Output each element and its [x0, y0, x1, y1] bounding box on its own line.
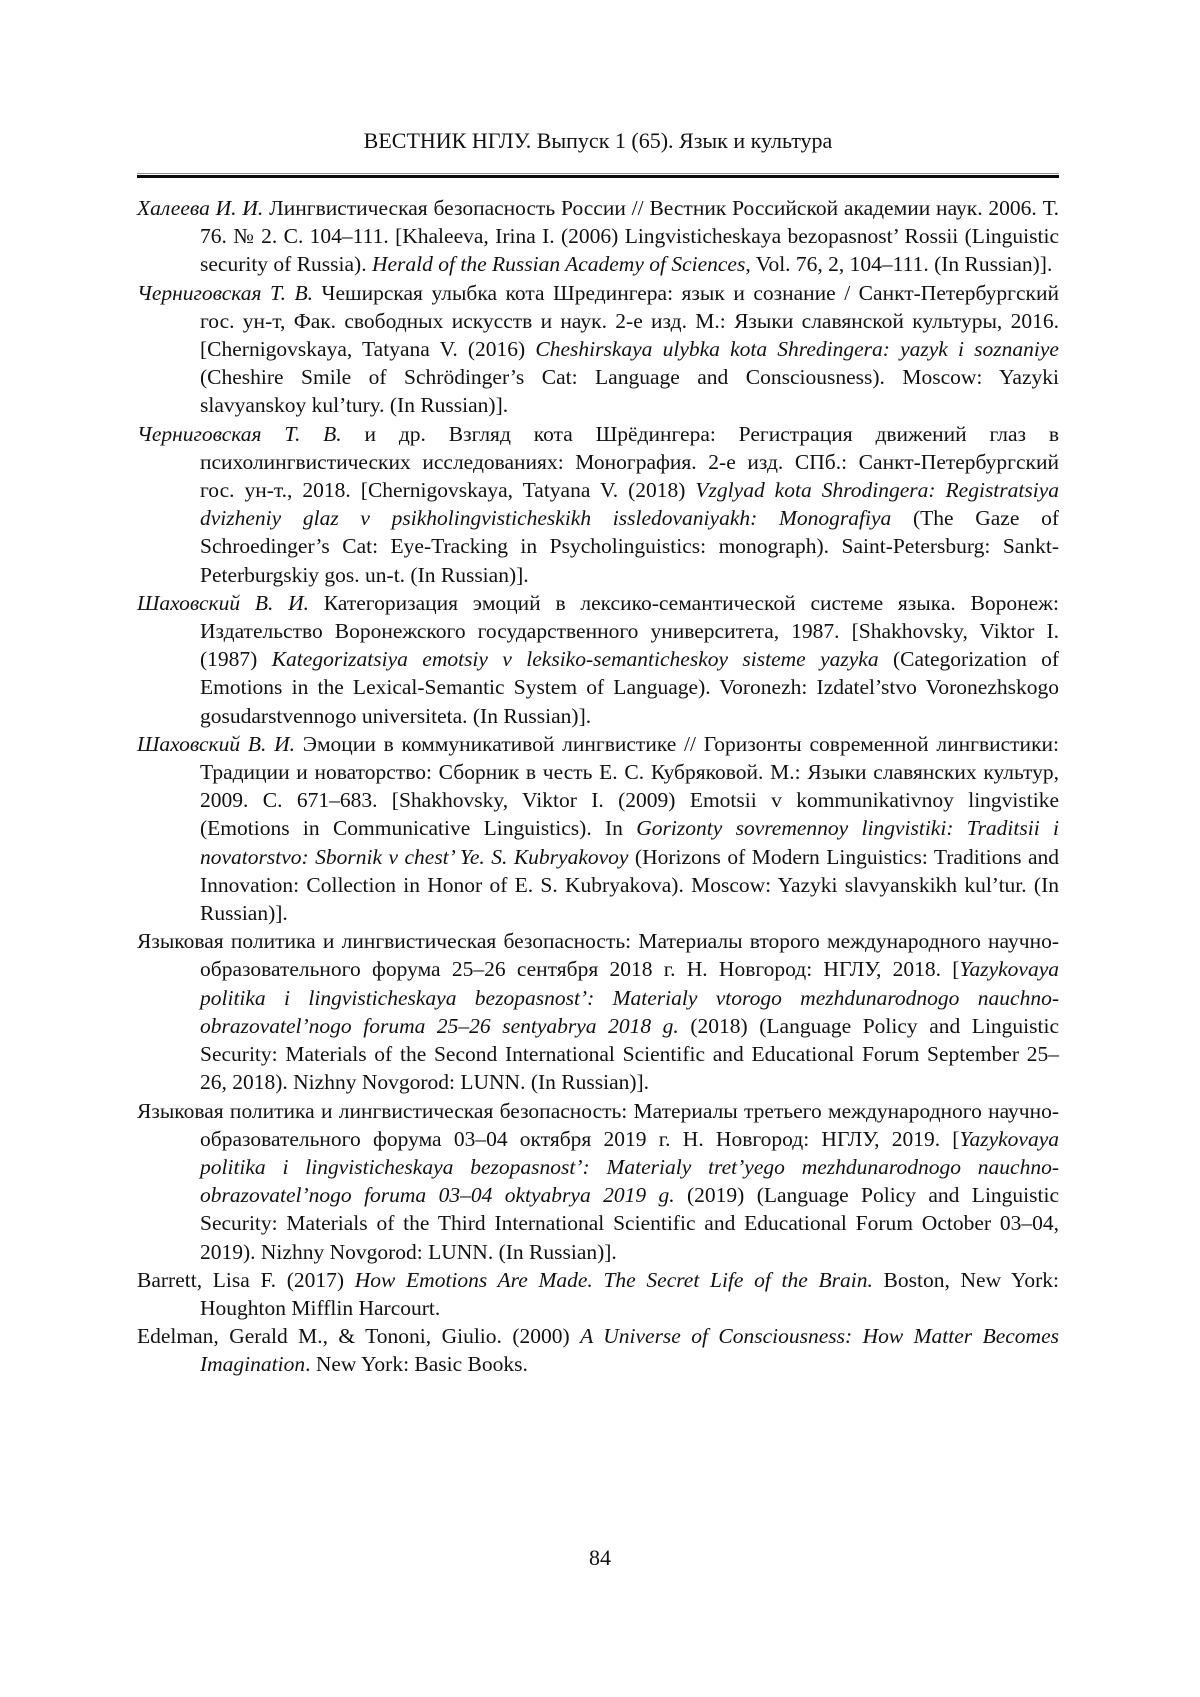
reference-title-translit: Cheshirskaya ulybka kota Shredingera: yazyk i soznaniye	[535, 337, 1059, 362]
reference-author: Халеева И. И.	[137, 196, 264, 220]
reference-text: (2018) (Language Policy and Linguistic Security: Materials of the Second International Scientific and Educational Forum September 25–26, 2018). Nizhny Novgorod: LUNN. (In Russian)].	[200, 1013, 1059, 1095]
reference-title-translit: Vzglyad kota Shrodingera: Registratsiya dvizheniy glaz v psikholingvisticheskikh issledovaniyakh: Monografiya	[200, 478, 1060, 531]
reference-text: Языковая политика и лингвистическая безопасность: Материалы второго международного научно-образовательного форума 25–26 сентября 2018 г. Н. Новгород: НГЛУ, 2018. [	[137, 929, 1059, 982]
reference-text: , Vol. 76, 2, 104–111. (In Russian)].	[745, 252, 1053, 277]
reference-entry	[137, 730, 1059, 927]
reference-author: Шаховский В. И.	[137, 590, 310, 615]
reference-title-translit: Gorizonty sovremennoy lingvistiki: Traditsii i novatorstvo: Sbornik v chest’ Ye. S. Kubryakovoy	[200, 816, 1059, 869]
reference-text: Лингвистическая безопасность России // Вестник Российской академии наук. 2006. Т. 76. № 2. С. 104–111. [Khaleeva, Irina I. (2006) Lingvisticheskaya bezopasnost’ Rossii (Linguistic security of Russia).	[200, 196, 1059, 277]
reference-title-translit: Kategorizatsiya emotsiy v leksiko-semanticheskoy sisteme yazyka	[271, 647, 879, 672]
reference-author: Barrett, Lisa F. (2017)	[137, 1267, 355, 1292]
reference-text: Чеширская улыбка кота Шредингера: язык и сознание / Санкт-Петербургский гос. ун-т, Фак. свободных искусств и наук. 2-е изд. М.: Языки славянской культуры, 2016. [Chernigovskaya, Tatyana V. (2016)	[200, 280, 1059, 362]
page-number: 84	[589, 1545, 611, 1570]
reference-entry	[137, 1097, 1059, 1266]
reference-text: Языковая политика и лингвистическая безопасность: Материалы третьего международного научно-образовательного форума 03–04 октября 2019 г. Н. Новгород: НГЛУ, 2019. [	[137, 1098, 1059, 1151]
reference-author: Черниговская Т. В.	[137, 421, 342, 446]
reference-author: Черниговская Т. В.	[137, 280, 314, 305]
reference-title: How Emotions Are Made. The Secret Life of the Brain.	[354, 1267, 873, 1292]
reference-entry	[137, 420, 1059, 589]
reference-entry	[137, 1322, 1059, 1378]
reference-entry	[137, 194, 1059, 279]
reference-text: (The Gaze of Schroedinger’s Cat: Eye-Tracking in Psycholinguistics: monograph). Saint-Petersburg: Sankt-Peterburgskiy gos. un-t. (In Russian)].	[200, 506, 1059, 587]
header-rule-thick-line	[137, 175, 1059, 178]
reference-text: (Categorization of Emotions in the Lexical-Semantic System of Language). Voronezh: Izdatel’stvo Voronezhskogo gosudarstvennogo universiteta. (In Russian)].	[200, 647, 1059, 728]
reference-title-translit: Yazykovaya politika i lingvisticheskaya bezopasnost’: Materialy tret’yego mezhdunarodnogo nauchno-obrazovatel’nogo foruma 03–04 oktyabrya 2019 g.	[200, 1126, 1059, 1208]
reference-title-translit: Yazykovaya politika i lingvisticheskaya bezopasnost’: Materialy vtorogo mezhdunarodnogo nauchno-obrazovatel’nogo foruma 25–26 sentyabrya 2018 g.	[200, 957, 1059, 1038]
reference-text: Категоризация эмоций в лексико-семантической системе языка. Воронеж: Издательство Воронежского государственного университета, 1987. [Shakhovsky, Viktor I. (1987)	[200, 590, 1059, 672]
reference-text: . New York: Basic Books.	[305, 1352, 528, 1377]
reference-text: (2019) (Language Policy and Linguistic Security: Materials of the Third International Scientific and Educational Forum October 03–04, 2019). Nizhny Novgorod: LUNN. (In Russian)].	[200, 1183, 1059, 1264]
journal-header-title: ВЕСТНИК НГЛУ. Выпуск 1 (65). Язык и культура	[363, 128, 833, 153]
reference-text: Эмоции в коммуникативой лингвистике // Горизонты современной лингвистики: Традиции и новаторство: Сборник в честь Е. С. Кубряковой. М.: Языки славянских культур, 2009. С. 671–683. [Shakhovsky, Viktor I. (2009) Emotsii v kommunikativnoy lingvistike (Emotions in Communicative Linguistics). In	[200, 731, 1059, 841]
reference-text: (Horizons of Modern Linguistics: Traditions and Innovation: Collection in Honor of E. S. Kubryakova). Moscow: Yazyki slavyanskikh kul’tur. (In Russian)].	[200, 844, 1059, 926]
reference-entry	[137, 589, 1059, 730]
reference-text: (Cheshire Smile of Schrödinger’s Cat: Language and Consciousness). Moscow: Yazyki slavyanskoy kul’tury. (In Russian)].	[200, 365, 1059, 418]
reference-text: Boston, New York: Houghton Mifflin Harcourt.	[200, 1267, 1059, 1320]
header-double-rule	[137, 173, 1059, 178]
reference-text: и др. Взгляд кота Шрёдингера: Регистрация движений глаз в психолингвистических исследованиях: Монография. 2-е изд. СПб.: Санкт-Петербургский гос. ун-т., 2018. [Chernigovskaya, Tatyana V. (2018)	[200, 421, 1059, 503]
references-list	[137, 194, 1059, 1379]
reference-entry	[137, 927, 1059, 1096]
reference-author: Edelman, Gerald M., & Tononi, Giulio. (2000)	[137, 1324, 581, 1349]
reference-title: A Universe of Consciousness: How Matter Becomes Imagination	[200, 1324, 1059, 1377]
reference-entry	[137, 1266, 1059, 1322]
page-content	[137, 0, 1059, 1379]
reference-entry	[137, 279, 1059, 420]
reference-author: Шаховский В. И.	[137, 731, 295, 756]
reference-title-translit: Herald of the Russian Academy of Sciences	[371, 252, 746, 277]
